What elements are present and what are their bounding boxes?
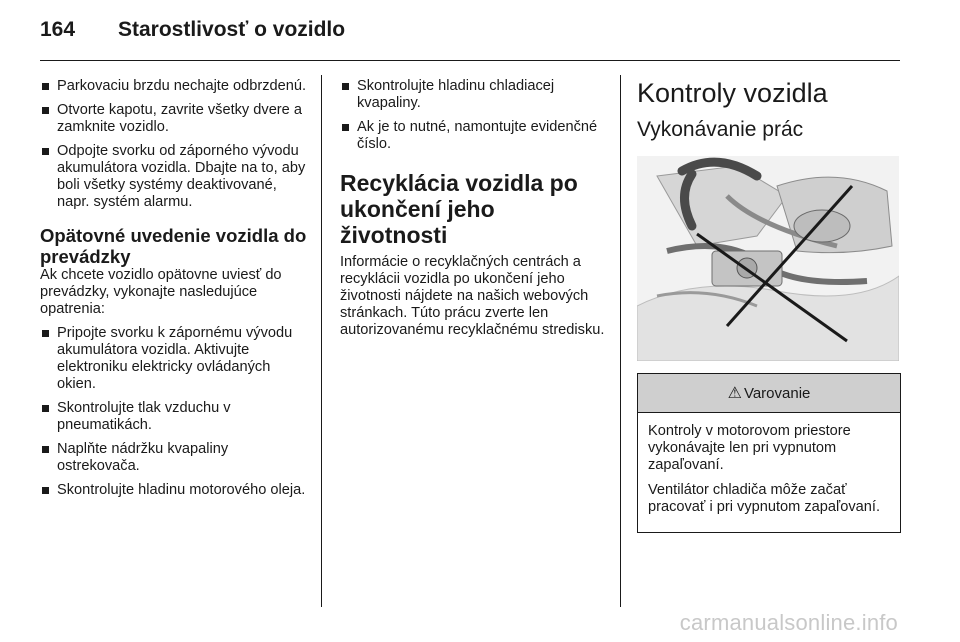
bullet-list xyxy=(340,78,606,153)
column-divider-2 xyxy=(620,75,621,607)
column-3 xyxy=(637,78,901,533)
list-item: Naplňte nádržku kvapaliny ostrekovača. xyxy=(40,441,308,475)
engine-bay-illustration xyxy=(637,156,899,361)
sub-heading: Vykonávanie prác xyxy=(637,118,804,141)
column-1 xyxy=(40,78,308,506)
list-item: Parkovaciu brzdu nechajte odbrzdenú. xyxy=(40,78,308,95)
page-number: 164 xyxy=(40,18,76,41)
list-item: Odpojte svorku od záporného vývodu akumulátora vozidla. Dbajte na to, aby boli všetky systémy deaktivované, napr. systém alarmu. xyxy=(40,143,308,211)
warning-box xyxy=(637,373,901,533)
list-item: Skontrolujte hladinu chladiacej kvapaliny. xyxy=(340,78,606,112)
list-item: Skontrolujte tlak vzduchu v pneumatikách. xyxy=(40,400,308,434)
engine-bay-drawing xyxy=(637,156,899,361)
warning-body xyxy=(638,413,900,532)
warning-triangle-icon: ⚠ xyxy=(727,385,742,402)
watermark-text: carmanualsonline.info xyxy=(679,610,898,635)
column-2 xyxy=(340,78,606,339)
list-item: Pripojte svorku k zápornému vývodu akumulátora vozidla. Aktivujte elektroniku elektricky ovládaných okien. xyxy=(40,325,308,393)
list-item: Ak je to nutné, namontujte evidenčné číslo. xyxy=(340,119,606,153)
section-body-recycling: Informácie o recyklačných centrách a recyklácii vozidla po ukončení jeho životnosti nájdete na našich webových stránkach. Túto prácu zverte len autorizovanému recyklačnému stredisku. xyxy=(340,254,605,338)
section-heading-recommissioning: Opätovné uvedenie vozidla do prevádzky xyxy=(40,225,307,267)
header-rule xyxy=(40,60,900,61)
bullet-list-top xyxy=(40,78,308,211)
section-intro: Ak chcete vozidlo opätovne uviesť do prevádzky, vykonajte nasledujúce opatrenia: xyxy=(40,267,282,317)
list-item: Otvorte kapotu, zavrite všetky dvere a zamknite vozidlo. xyxy=(40,102,308,136)
page-header xyxy=(40,18,345,48)
list-item: Skontrolujte hladinu motorového oleja. xyxy=(40,482,308,499)
bullet-list-bottom xyxy=(40,325,308,499)
column-divider-1 xyxy=(321,75,322,607)
section-heading-recycling: Recyklácia vozidla po ukončení jeho životnosti xyxy=(340,170,578,248)
warning-header xyxy=(638,374,900,413)
warning-title: Varovanie xyxy=(743,384,811,402)
page-title: Starostlivosť o vozidlo xyxy=(118,18,346,41)
main-heading: Kontroly vozidla xyxy=(637,78,828,108)
warning-paragraph: Kontroly v motorovom priestore vykonávajte len pri vypnutom zapaľovaní. xyxy=(648,423,851,473)
warning-paragraph: Ventilátor chladiča môže začať pracovať i pri vypnutom zapaľovaní. xyxy=(648,482,880,515)
